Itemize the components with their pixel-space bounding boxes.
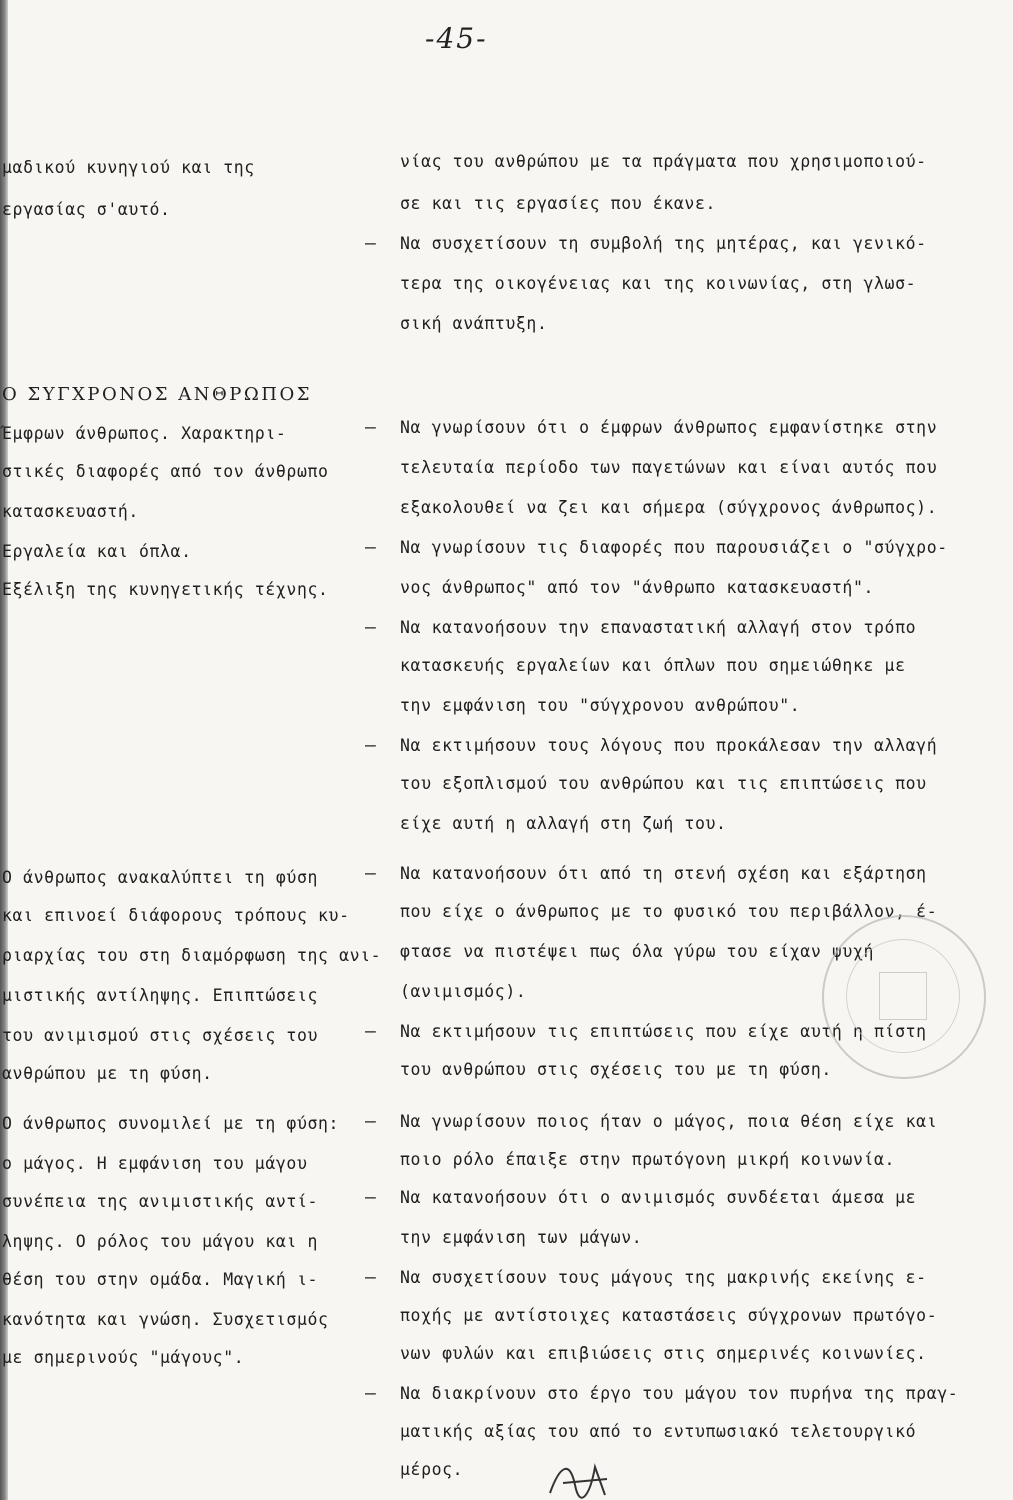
right-line: Να εκτιμήσουν τις επιπτώσεις που είχε αυτή η πίστη <box>400 1022 927 1041</box>
left-line: με σημερινούς "μάγους". <box>2 1348 245 1367</box>
left-line: ανθρώπου με τη φύση. <box>2 1064 213 1083</box>
right-line: Να κατανοήσουν την επαναστατική αλλαγή στον τρόπο <box>400 618 917 637</box>
official-stamp <box>822 915 986 1079</box>
stamp-emblem-icon <box>879 972 927 1020</box>
right-line: τελευταία περίοδο των παγετώνων και είναι αυτός που <box>400 458 938 477</box>
left-line: Ο άνθρωπος ανακαλύπτει τη φύση <box>2 868 319 887</box>
right-line: φτασε να πιστέψει πως όλα γύρω του είχαν ψυχή <box>400 942 875 961</box>
left-line: και επινοεί διάφορους τρόπους κυ- <box>2 906 350 925</box>
right-line: Να γνωρίσουν τις διαφορές που παρουσιάζει ο "σύγχρο- <box>400 538 948 557</box>
right-line: που είχε ο άνθρωπος με το φυσικό του περιβάλλον, έ- <box>400 902 938 921</box>
left-line: Έμφρων άνθρωπος. Χαρακτηρι- <box>2 424 287 443</box>
right-line: νων φυλών και επιβιώσεις στις σημερινές κοινωνίες. <box>400 1344 927 1363</box>
right-line: είχε αυτή η αλλαγή στη ζωή του. <box>400 814 727 833</box>
right-line: ποιο ρόλο έπαιξε στην πρωτόγονη μικρή κοινωνία. <box>400 1150 896 1169</box>
bullet-dash: – <box>365 1021 376 1042</box>
left-line: ληψης. Ο ρόλος του μάγου και η <box>2 1232 319 1251</box>
left-line: συνέπεια της ανιμιστικής αντί- <box>2 1192 319 1211</box>
right-line: Να γνωρίσουν ποιος ήταν ο μάγος, ποια θέση είχε και <box>400 1112 938 1131</box>
right-line: νίας του ανθρώπου με τα πράγματα που χρησιμοποιού- <box>400 152 927 171</box>
bullet-dash: – <box>365 417 376 438</box>
left-line: κανότητα και γνώση. Συσχετισμός <box>2 1310 329 1329</box>
left-line: ριαρχίας του στη διαμόρφωση της ανι- <box>2 946 382 965</box>
right-line: Να γνωρίσουν ότι ο έμφρων άνθρωπος εμφανίστηκε στην <box>400 418 938 437</box>
signature-icon <box>545 1455 625 1500</box>
left-line: εργασίας σ'αυτό. <box>2 200 171 219</box>
left-line: Εξέλιξη της κυνηγετικής τέχνης. <box>2 580 329 599</box>
right-line: Να συσχετίσουν τη συμβολή της μητέρας, και γενικό- <box>400 234 927 253</box>
right-line: μέρος. <box>400 1460 464 1479</box>
left-line: μιστικής αντίληψης. Επιπτώσεις <box>2 986 319 1005</box>
right-line: εξακολουθεί να ζει και σήμερα (σύγχρονος άνθρωπος). <box>400 498 938 517</box>
page-number: -45- <box>425 22 488 55</box>
right-line: κατασκευής εργαλείων και όπλων που σημειώθηκε με <box>400 656 906 675</box>
right-line: του ανθρώπου στις σχέσεις του με τη φύση. <box>400 1060 832 1079</box>
right-line: Να εκτιμήσουν τους λόγους που προκάλεσαν την αλλαγή <box>400 736 938 755</box>
bullet-dash: – <box>365 617 376 638</box>
right-line: του εξοπλισμού του ανθρώπου και τις επιπτώσεις που <box>400 774 927 793</box>
right-line: Να διακρίνουν στο έργο του μάγου τον πυρήνα της πραγ- <box>400 1384 959 1403</box>
right-line: την εμφάνιση των μάγων. <box>400 1228 643 1247</box>
left-line: του ανιμισμού στις σχέσεις του <box>2 1026 319 1045</box>
left-line: κατασκευαστή. <box>2 502 139 521</box>
right-line: Να κατανοήσουν ότι από τη στενή σχέση και εξάρτηση <box>400 864 927 883</box>
right-line: Να συσχετίσουν τους μάγους της μακρινής εκείνης ε- <box>400 1268 927 1287</box>
right-line: ματικής αξίας του από το εντυπωσιακό τελετουργικό <box>400 1422 917 1441</box>
bullet-dash: – <box>365 735 376 756</box>
bullet-dash: – <box>365 1267 376 1288</box>
left-line: μαδικού κυνηγιού και της <box>2 158 255 177</box>
right-line: σε και τις εργασίες που έκανε. <box>400 194 717 213</box>
bullet-dash: – <box>365 1187 376 1208</box>
bullet-dash: – <box>365 863 376 884</box>
left-line: ο μάγος. Η εμφάνιση του μάγου <box>2 1154 308 1173</box>
left-line: Εργαλεία και όπλα. <box>2 542 192 561</box>
left-line: θέση του στην ομάδα. Μαγική ι- <box>2 1270 319 1289</box>
section-heading: Ο ΣΥΓΧΡΟΝΟΣ ΑΝΘΡΩΠΟΣ <box>2 384 312 405</box>
left-line: στικές διαφορές από τον άνθρωπο <box>2 462 329 481</box>
right-line: Να κατανοήσουν ότι ο ανιμισμός συνδέεται άμεσα με <box>400 1188 917 1207</box>
right-line: ποχής με αντίστοιχες καταστάσεις σύγχρονων πρωτόγο- <box>400 1306 938 1325</box>
right-line: νος άνθρωπος" από τον "άνθρωπο κατασκευαστή". <box>400 578 875 597</box>
right-line: (ανιμισμός). <box>400 982 527 1001</box>
left-line: Ο άνθρωπος συνομιλεί με τη φύση: <box>2 1114 340 1133</box>
bullet-dash: – <box>365 1383 376 1404</box>
bullet-dash: – <box>365 1111 376 1132</box>
bullet-dash: – <box>365 537 376 558</box>
bullet-dash: – <box>365 233 376 254</box>
right-line: σική ανάπτυξη. <box>400 314 548 333</box>
right-line: την εμφάνιση του "σύγχρονου ανθρώπου". <box>400 696 801 715</box>
right-line: τερα της οικογένειας και της κοινωνίας, στη γλωσ- <box>400 274 917 293</box>
